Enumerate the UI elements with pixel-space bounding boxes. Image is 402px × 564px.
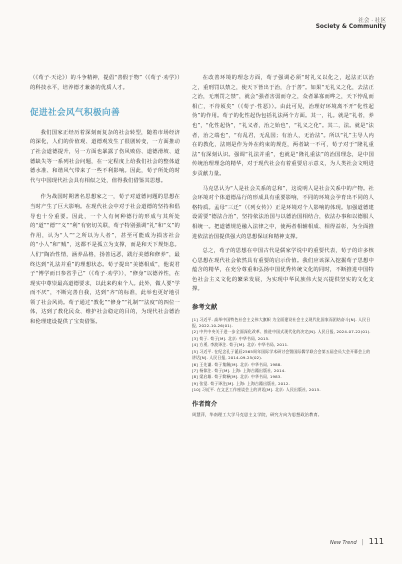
author-bio: 周慧萍，华南理工大学马克思主义学院，研究方向为思想政治教育。	[192, 412, 323, 418]
reference-item: [9] 张觉. 荀子译注[M]. 上海: 上海古籍出版社, 2012.	[192, 380, 290, 386]
section-label-en: Society & Community	[315, 24, 386, 31]
left-column	[30, 74, 180, 328]
right-column	[192, 74, 374, 419]
footer-separator: |	[361, 539, 364, 546]
intro-paragraph: （《荀子·天论》）的斗争精神，提倡“善假于物”（《荀子·劝学》）的科技水平，培养德才兼备的优质人才。	[30, 75, 180, 91]
page-footer	[330, 537, 384, 546]
reference-item: [8] 梁启雄. 荀子简释[M]. 北京: 中华书局, 1983.	[192, 374, 282, 380]
reference-item: [6] 王先谦. 荀子集解[M]. 北京: 中华书局, 1988.	[192, 361, 282, 367]
references-title: 参考文献	[192, 304, 218, 312]
journal-name: New Trend	[330, 540, 357, 546]
body-paragraph: 我们国家正经历着深刻而复杂的社会转型，随着市场经济的深化，人们的价值观、道德观发生了很剧转变，一方面推动了社会道德提升，另一方面也暴露了伤风败俗、道德滑坡、道德缺失等一系列社会问题，在一定程度上给我们社会的整体道德水准、和谐风气带来了一些不利影响。因此，荀子所处的时代与中国现代社会具有相似之处，值得我们借鉴其思想。	[30, 129, 180, 184]
body-paragraph: 马克思认为“人是社会关系的总和”，这说明人是社会关系中的产物。社会环境对个体道德品行的形成具有重要影响，不同的环境会孕育出不同的人格特质。孟母“三迁”（《列女传》）正是环境对个人影响的体现。加强道德建设需要“德法合治”，坚持依法治国与以德治国相结合，依法办事和以德服人相统一。把道德规范融入法律之中，使两者相辅相成、相得益彰，为全面推进依法治国提供强大的思想保证和精神支撑。	[192, 185, 374, 240]
reference-item: [1] 习近平. 高举中国特色社会主义伟大旗帜 为全面建设社会主义现代化国家而团结奋斗[N]. 人民日报, 2022-10-26(01).	[192, 316, 371, 329]
body-paragraph: 作为战国时期著名思想家之一，荀子对道德问题的思想在当时产生了巨大影响。在现代社会中对于社会道德的坚持和倡导也十分重要。因此，一个人有何种德行的形成与其所处的“道”“德”“义”“利”有密切关联，荀子特别强调“礼”和“义”的作用，认为“人”“之所以为人者”，甚至可能成为损害社会的“小人”和“贼”，这都不是孤立为支撑，而是和天下规矩息。人们“陶冶性情，涵养品格，扬善远恶，践行美德和修养”，最终达到“礼法并重”的理想状态。荀子提出“美德相成”，他说君子“博学而日参省乎己”（《荀子·劝学》），“修身”以德养性，在现实中尊崇最高道德要求，以此来约束个人。此外，做人要“学而不厌”，不断完善自我，达到“齐”的标准，此举也更好地引领了社会风尚。荀子通过“教化”“修身”“礼制”“法度”的四位一体，达到了教化民众、维护社会稳定的目的，为现代社会德治和伦理建设提供了宝贵借鉴。	[30, 194, 180, 326]
reference-item: [7] 杨倞注. 荀子[M]. 上海: 上海古籍出版社, 2014.	[192, 367, 286, 373]
references-list	[192, 317, 374, 394]
body-paragraph: 在改善环境的理念方面，荀子强调必须“时礼义以化之，起法正以治之，重刑罚以禁之，使天下皆出于治，合于善”。如果“无礼义之化，去法正之治，无刑罚之禁”，就会“强者害弱而夺之，众者暴寡而哗之，天下悖乱而相亡，不待顷矣”（《荀子·性恶》）。由此可见，治理好环境离不开“化性起伪”的作用。荀子的化性起伪包括礼法两个方面。其一，礼。就是“礼者，养也”，“化性起伪”，“礼义者，治之始也”，“礼义之化”。其二，法。就是“法者，治之端也”，“有乱君，无乱国；有治人，无治法”。所以“礼”主导人内在的教化，法则是作为外在约束的规范，两者缺一不可，荀子对于“隆礼重法”有深刻认识。强调“礼法并重”，也就是“隆礼重法”的治国理念，是中国传统治理理念的精华，对于现代社会有着重要启示意义，为人类社会文明进步贡献力量。	[192, 75, 374, 177]
section-title: 促进社会风气积极向善	[30, 108, 120, 119]
reference-item: [2] 中共中央关于进一步全面深化改革、推进中国式现代化的决定[N]. 人民日报, 2024-07-22(01).	[192, 329, 371, 335]
reference-item: [4] 方勇, 李波译注. 荀子[M]. 北京: 中华书局, 2011.	[192, 342, 289, 348]
reference-item: [3] 荀子. 荀子[M]. 北京: 中华书局, 2015.	[192, 335, 270, 341]
reference-item: [5] 习近平. 在纪念孔子诞辰2565周年国际学术研讨会暨国际儒学联合会第五届会员大会开幕会上的讲话[N]. 人民日报, 2014-09-25(02).	[192, 348, 371, 361]
section-label-cn: 社会 · 社区	[358, 18, 386, 24]
reference-item: [10] 习近平. 在文艺工作座谈会上的讲话[M]. 北京: 人民出版社, 2015.	[192, 387, 321, 393]
section-header	[316, 18, 386, 31]
author-title: 作者简介	[192, 400, 218, 408]
page-number: 111	[368, 537, 384, 546]
body-paragraph: 总之，荀子的思想在中国古代是儒家学说中的重要代表，荀子的许多核心思想在现代社会依然具有重要的启示价值。我们应该深入挖掘荀子思想中蕴含的精华，在充分尊重和弘扬中国优秀传统文化的同时，不断推进中国特色社会主义文化的繁荣发展，为实现中华民族伟大复兴提供坚实的文化支撑。	[192, 248, 374, 293]
